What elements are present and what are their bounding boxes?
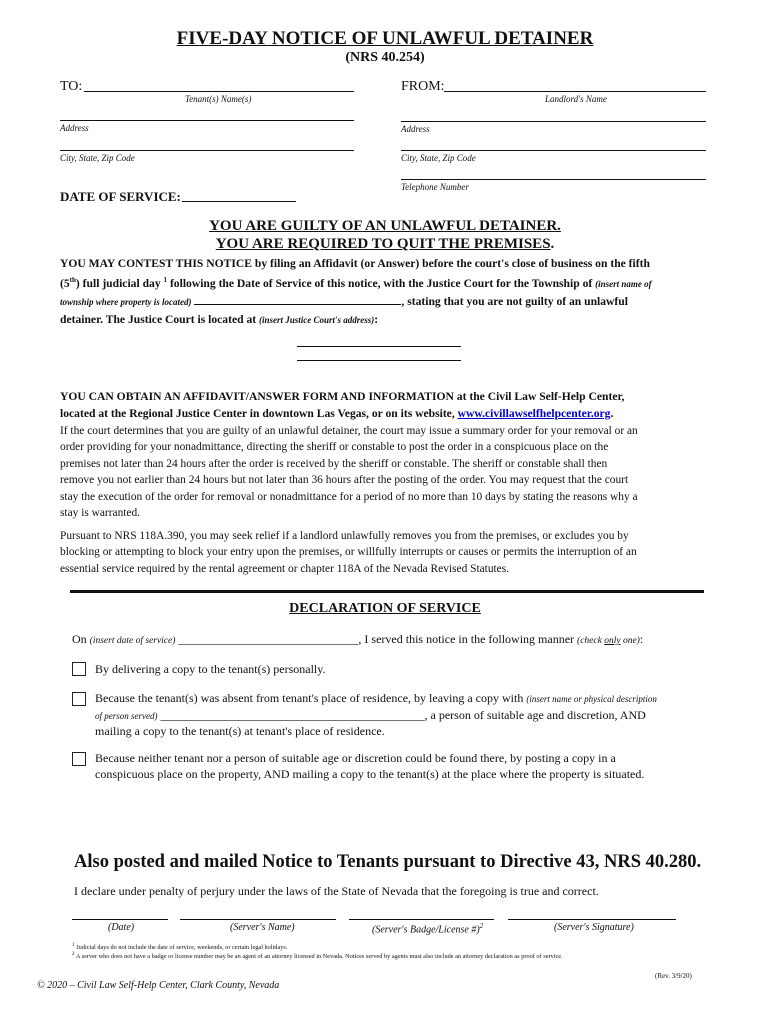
obtain-form-paragraph: YOU CAN OBTAIN AN AFFIDAVIT/ANSWER FORM AND INFORMATION at the Civil Law Self-Help Center, located at the Regional Justice Center in downtown Las Vegas, or on its website, www.civillawselfhelpcenter.org.	[60, 390, 625, 420]
revision-date: (Rev. 3/9/20)	[655, 972, 692, 980]
signature-caption: (Server's Signature)	[554, 922, 634, 933]
from-label: FROM:	[401, 79, 445, 94]
pursuant-paragraph: Pursuant to NRS 118A.390, you may seek relief if a landlord unlawfully removes you from the premises, or excludes you by blocking or attempting to block your entry upon the premises, or willfully interrupts or causes or permits the interruption of an essential service required by the rental agreement or chapter 118A of the Nevada Revised Statutes.	[60, 530, 637, 575]
service-date-line: On (insert date of service) ______________________________, I served this notice in the following manner (check only one):	[72, 632, 644, 646]
server-name-caption: (Server's Name)	[230, 922, 295, 933]
tenant-address-field[interactable]	[60, 120, 354, 121]
server-signature-line[interactable]	[508, 919, 676, 920]
person-served-field[interactable]: ____________________________________________	[160, 707, 425, 722]
landlord-city-field[interactable]	[401, 150, 706, 151]
footnote-2: $^2$ A server who does not have a badge or license number may be an agent of an attorney licensed in Nevada. Notices served by agents must also include an attorney declaration as proof of service.	[72, 951, 563, 961]
footnote-1: $^1$ Judicial days do not include the date of service, weekends, or certain legal holidays.	[72, 942, 288, 952]
posting-label: Because neither tenant nor a person of suitable age or discretion could be found there, by posting a copy in a conspicuous place on the property, AND mailing a copy to the tenant(s) at the place where the property is situated.	[95, 751, 645, 781]
landlord-phone-field[interactable]	[401, 179, 706, 180]
court-determination-paragraph: If the court determines that you are guilty of an unlawful detainer, the court may issue a summary order for your removal or an order providing for your nonadmittance, directing the sheriff or constable to post the order in a conspicuous place on the premises not later than 24 hours after the order is received by the sheriff or constable. The sheriff or constable shall then remove you not earlier than 24 hours but not later than 36 hours after the posting of the order. You may request that the court stay the execution of the order for removal or nonadmittance for a period of no more than 10 days by stating the reasons why a stay is warranted.	[60, 425, 638, 520]
directive-heading: Also posted and mailed Notice to Tenants pursuant to Directive 43, NRS 40.280.	[74, 852, 702, 872]
tenant-city-caption: City, State, Zip Code	[60, 153, 135, 163]
quit-heading: YOU ARE REQUIRED TO QUIT THE PREMISES.	[215, 236, 555, 252]
date-of-service-label: DATE OF SERVICE:	[60, 189, 181, 204]
tenant-address-caption: Address	[60, 123, 89, 133]
date-of-service-field[interactable]	[182, 201, 296, 202]
telephone-caption: Telephone Number	[401, 182, 469, 192]
posting-checkbox[interactable]	[72, 752, 86, 766]
badge-line[interactable]	[349, 919, 494, 920]
court-address-line-1[interactable]	[297, 346, 461, 347]
statute-reference: (NRS 40.254)	[345, 50, 425, 65]
document-title: FIVE-DAY NOTICE OF UNLAWFUL DETAINER	[176, 28, 594, 49]
to-label: TO:	[60, 79, 83, 94]
township-field[interactable]	[194, 294, 401, 305]
court-address-line-2[interactable]	[297, 360, 461, 361]
service-date-field[interactable]: ______________________________	[178, 632, 359, 646]
tenant-city-field[interactable]	[60, 150, 354, 151]
declaration-heading: DECLARATION OF SERVICE	[289, 601, 481, 616]
landlord-name-caption: Landlord's Name	[545, 94, 607, 104]
substitute-service-label: Because the tenant(s) was absent from tenant's place of residence, by leaving a copy with (insert name or physical description of person served) ____________________________________________, a person of suitable age and discretion, AND mailing a copy to the tenant(s) at tenant's place of residence.	[95, 691, 657, 738]
substitute-service-checkbox[interactable]	[72, 692, 86, 706]
personal-delivery-label: By delivering a copy to the tenant(s) personally.	[95, 662, 326, 676]
tenant-names-caption: Tenant(s) Name(s)	[185, 94, 252, 104]
landlord-name-field[interactable]	[444, 91, 706, 92]
website-link[interactable]: www.civillawselfhelpcenter.org	[457, 407, 611, 420]
landlord-address-caption: Address	[401, 124, 430, 134]
contest-paragraph: YOU MAY CONTEST THIS NOTICE by filing an Affidavit (or Answer) before the court's close of business on the fifth (5th) full judicial day $^1$ following the Date of Service of this notice, with the Justice Court for the Township of (insert name of township where property is located) , stating that you are not guilty of an unlawful detainer. The Justice Court is located at (insert Justice Court's address):	[60, 257, 652, 326]
server-name-line[interactable]	[180, 919, 336, 920]
section-divider	[70, 590, 704, 593]
badge-caption: (Server's Badge/License #)$^2$	[372, 922, 484, 936]
guilty-heading: YOU ARE GUILTY OF AN UNLAWFUL DETAINER.	[209, 218, 561, 234]
perjury-statement: I declare under penalty of perjury under the laws of the State of Nevada that the foregoing is true and correct.	[74, 884, 599, 898]
personal-delivery-checkbox[interactable]	[72, 662, 86, 676]
date-signature-line[interactable]	[72, 919, 168, 920]
tenant-name-field[interactable]	[84, 91, 354, 92]
landlord-city-caption: City, State, Zip Code	[401, 153, 476, 163]
landlord-address-field[interactable]	[401, 121, 706, 122]
copyright-footer: © 2020 – Civil Law Self-Help Center, Clark County, Nevada	[37, 980, 280, 991]
date-caption: (Date)	[108, 922, 135, 933]
